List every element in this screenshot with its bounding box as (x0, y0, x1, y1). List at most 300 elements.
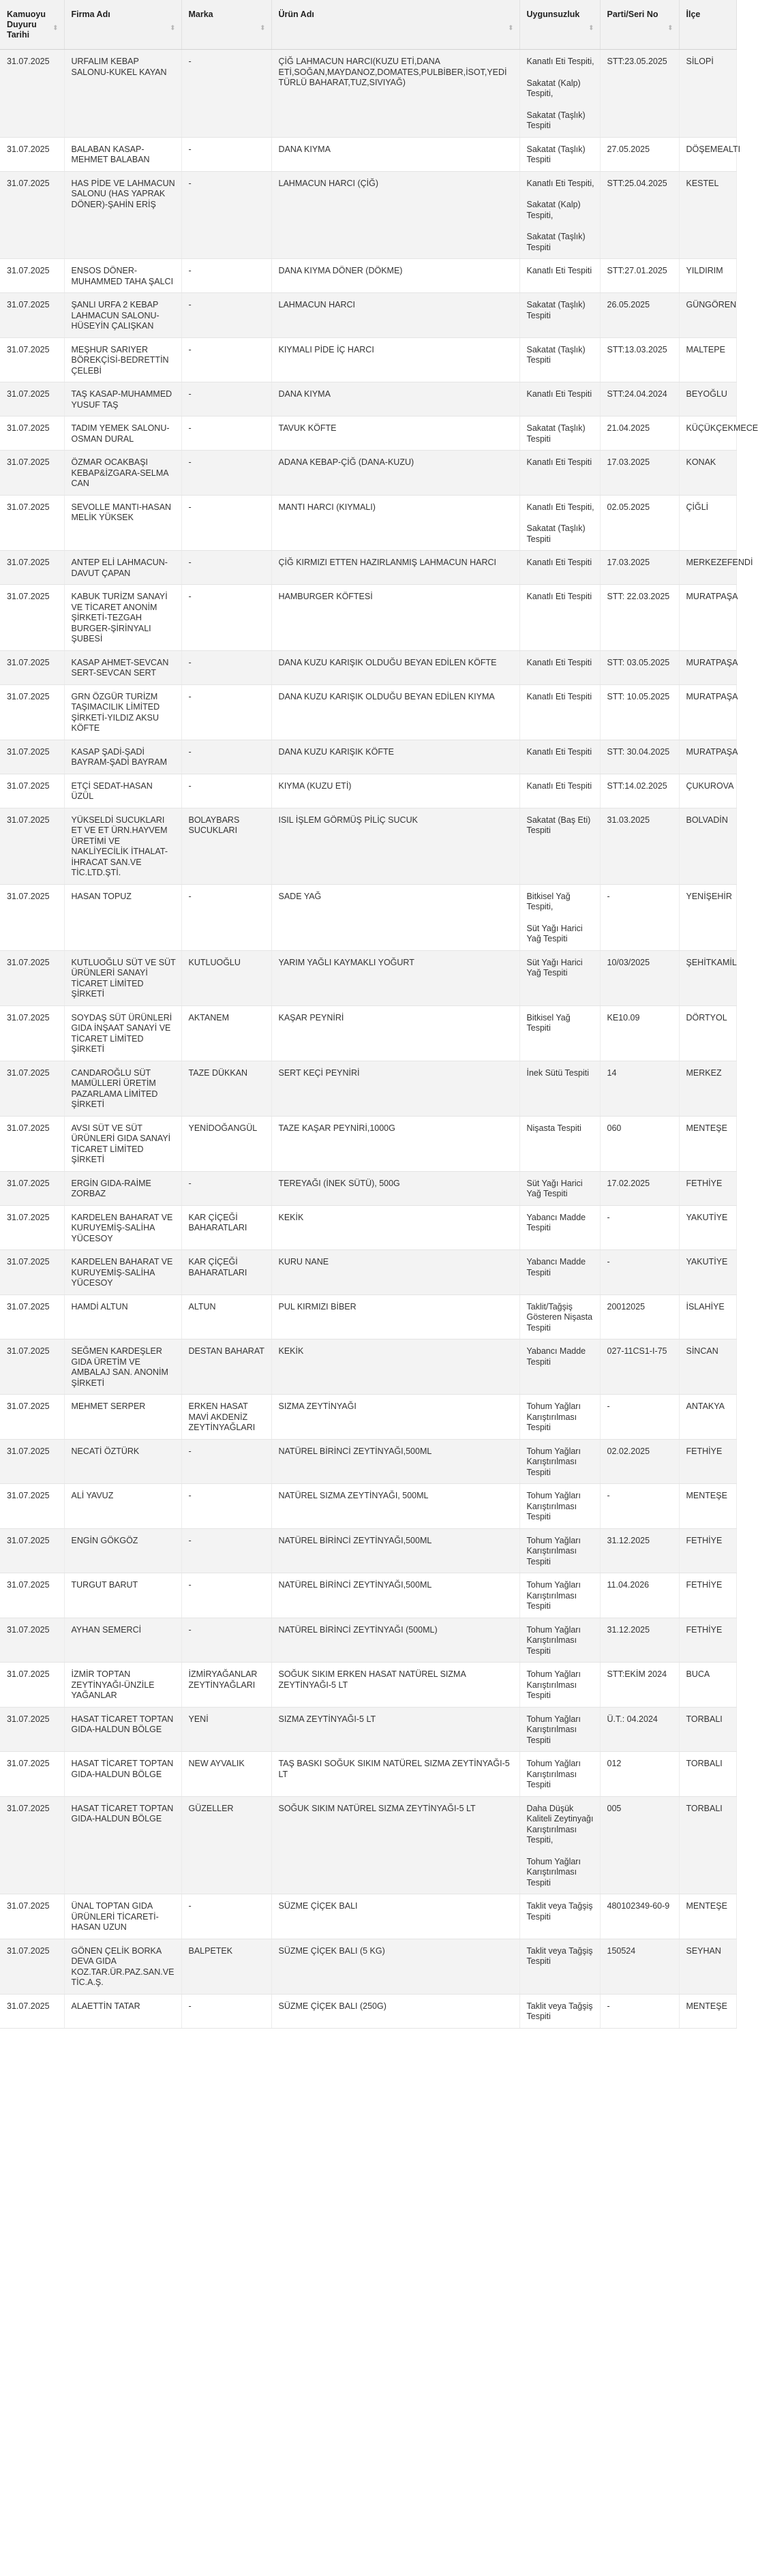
cell-product: LAHMACUN HARCI (271, 293, 519, 338)
table-row (0, 1339, 736, 1395)
sort-arrows-icon[interactable]: ⬍ (508, 25, 514, 32)
cell-brand: BOLAYBARS SUCUKLARI (181, 808, 271, 884)
nonconformity-line: Sakatat (Taşlık) Tespiti (526, 110, 586, 130)
table-row (0, 1439, 736, 1484)
cell-brand: YENİ (181, 1707, 271, 1752)
cell-firm: HASAN TOPUZ (64, 884, 181, 950)
cell-firm: NECATİ ÖZTÜRK (64, 1439, 181, 1484)
cell-product: KIYMA (KUZU ETİ) (271, 774, 519, 808)
cell-date: 31.07.2025 (0, 740, 64, 774)
cell-district: FETHİYE (679, 1528, 736, 1573)
cell-district: MENTEŞE (679, 1484, 736, 1529)
cell-product: HAMBURGER KÖFTESİ (271, 585, 519, 651)
cell-firm: KABUK TURİZM SANAYİ VE TİCARET ANONİM ŞİRKETİ-TEZGAH BURGER-ŞİRİNYALI ŞUBESİ (64, 585, 181, 651)
cell-nonconformity (519, 416, 600, 451)
cell-date: 31.07.2025 (0, 1707, 64, 1752)
cell-product: DANA KIYMA (271, 137, 519, 171)
cell-district: TORBALI (679, 1796, 736, 1894)
cell-lot: - (600, 1205, 679, 1250)
cell-district: MURATPAŞA (679, 740, 736, 774)
cell-nonconformity (519, 884, 600, 950)
cell-nonconformity (519, 137, 600, 171)
table-row (0, 1663, 736, 1708)
cell-brand: - (181, 1618, 271, 1663)
cell-nonconformity (519, 1339, 600, 1395)
table-row (0, 1171, 736, 1205)
cell-lot: STT:13.03.2025 (600, 337, 679, 382)
cell-brand: - (181, 774, 271, 808)
cell-product: YARIM YAĞLI KAYMAKLI YOĞURT (271, 950, 519, 1005)
table-row (0, 293, 736, 338)
cell-nonconformity (519, 1294, 600, 1339)
cell-product: KURU NANE (271, 1250, 519, 1295)
cell-date: 31.07.2025 (0, 1439, 64, 1484)
cell-brand: ALTUN (181, 1294, 271, 1339)
cell-firm: MEHMET SERPER (64, 1395, 181, 1440)
cell-district: ANTAKYA (679, 1395, 736, 1440)
cell-lot: 10/03/2025 (600, 950, 679, 1005)
nonconformity-line: Yabancı Madde Tespiti (526, 1257, 586, 1277)
cell-product: DANA KIYMA DÖNER (DÖKME) (271, 259, 519, 293)
cell-district: MERKEZEFENDİ (679, 551, 736, 585)
cell-district: MALTEPE (679, 337, 736, 382)
cell-firm: ÖZMAR OCAKBAŞI KEBAP&İZGARA-SELMA CAN (64, 451, 181, 496)
nonconformity-line: Tohum Yağları Karıştırılması Tespiti (526, 1669, 581, 1700)
nonconformity-line: Sakatat (Kalp) Tespiti, (526, 200, 581, 220)
cell-product: SERT KEÇİ PEYNİRİ (271, 1061, 519, 1116)
cell-firm: KASAP AHMET-SEVCAN SERT-SEVCAN SERT (64, 650, 181, 684)
nonconformity-line: Tohum Yağları Karıştırılması Tespiti (526, 1714, 581, 1745)
cell-lot: STT: 22.03.2025 (600, 585, 679, 651)
cell-district: ŞEHİTKAMİL (679, 950, 736, 1005)
cell-brand: KAR ÇİÇEĞİ BAHARATLARI (181, 1250, 271, 1295)
cell-date: 31.07.2025 (0, 1752, 64, 1797)
cell-brand: - (181, 650, 271, 684)
cell-firm: HAS PİDE VE LAHMACUN SALONU (HAS YAPRAK DÖNER)-ŞAHİN ERİŞ (64, 171, 181, 259)
table-body (0, 50, 758, 2029)
table-row (0, 774, 736, 808)
cell-lot: - (600, 884, 679, 950)
cell-product: MANTI HARCI (KIYMALI) (271, 495, 519, 551)
column-header-district[interactable]: İlçe (679, 0, 736, 50)
cell-date: 31.07.2025 (0, 1994, 64, 2028)
cell-date: 31.07.2025 (0, 650, 64, 684)
cell-product: KAŞAR PEYNİRİ (271, 1005, 519, 1061)
nonconformity-line: Tohum Yağları Karıştırılması Tespiti (526, 1856, 581, 1888)
column-header-product[interactable]: Ürün Adı ⬍ (271, 0, 519, 50)
cell-district: DÖŞEMEALTI (679, 137, 736, 171)
cell-brand: KAR ÇİÇEĞİ BAHARATLARI (181, 1205, 271, 1250)
cell-date: 31.07.2025 (0, 416, 64, 451)
table-row (0, 585, 736, 651)
cell-date: 31.07.2025 (0, 1796, 64, 1894)
cell-district: FETHİYE (679, 1171, 736, 1205)
cell-lot: 17.02.2025 (600, 1171, 679, 1205)
cell-nonconformity (519, 1116, 600, 1171)
cell-lot: 21.04.2025 (600, 416, 679, 451)
cell-nonconformity (519, 1061, 600, 1116)
table-row (0, 1250, 736, 1295)
cell-date: 31.07.2025 (0, 1663, 64, 1708)
cell-date: 31.07.2025 (0, 1339, 64, 1395)
column-header-brand[interactable]: Marka ⬍ (181, 0, 271, 50)
cell-brand: - (181, 382, 271, 416)
nonconformity-line: Tohum Yağları Karıştırılması Tespiti (526, 1580, 581, 1611)
cell-date: 31.07.2025 (0, 50, 64, 138)
cell-date: 31.07.2025 (0, 1484, 64, 1529)
cell-brand: - (181, 1528, 271, 1573)
cell-firm: KASAP ŞADİ-ŞADİ BAYRAM-ŞADİ BAYRAM (64, 740, 181, 774)
nonconformity-line: Bitkisel Yağ Tespiti, (526, 891, 571, 911)
table-row (0, 950, 736, 1005)
cell-firm: ENSOS DÖNER-MUHAMMED TAHA ŞALCI (64, 259, 181, 293)
cell-date: 31.07.2025 (0, 808, 64, 884)
cell-brand: - (181, 740, 271, 774)
cell-district: YENİŞEHİR (679, 884, 736, 950)
cell-district: YAKUTİYE (679, 1205, 736, 1250)
cell-product: KIYMALI PİDE İÇ HARCI (271, 337, 519, 382)
cell-firm: ÜNAL TOPTAN GIDA ÜRÜNLERİ TİCARETİ-HASAN UZUN (64, 1894, 181, 1939)
cell-district: MERKEZ (679, 1061, 736, 1116)
cell-firm: KUTLUOĞLU SÜT VE SÜT ÜRÜNLERİ SANAYİ TİCARET LİMİTED ŞİRKETİ (64, 950, 181, 1005)
cell-date: 31.07.2025 (0, 495, 64, 551)
sort-arrows-icon[interactable]: ⬍ (667, 25, 673, 32)
cell-lot: Ü.T.: 04.2024 (600, 1707, 679, 1752)
cell-nonconformity (519, 1994, 600, 2028)
cell-nonconformity (519, 171, 600, 259)
cell-firm: SEVOLLE MANTI-HASAN MELİK YÜKSEK (64, 495, 181, 551)
cell-date: 31.07.2025 (0, 451, 64, 496)
cell-product: SOĞUK SIKIM ERKEN HASAT NATÜREL SIZMA ZEYTİNYAĞI-5 LT (271, 1663, 519, 1708)
column-header-date[interactable]: Kamuoyu Duyuru Tarihi ⬍ (0, 0, 64, 50)
cell-lot: 17.03.2025 (600, 551, 679, 585)
cell-date: 31.07.2025 (0, 1205, 64, 1250)
cell-product: SÜZME ÇİÇEK BALI (5 KG) (271, 1939, 519, 1994)
cell-firm: TADIM YEMEK SALONU-OSMAN DURAL (64, 416, 181, 451)
table-row (0, 416, 736, 451)
cell-firm: ALAETTİN TATAR (64, 1994, 181, 2028)
column-header-lot[interactable]: Parti/Seri No ⬍ (600, 0, 679, 50)
cell-product: SIZMA ZEYTİNYAĞI-5 LT (271, 1707, 519, 1752)
cell-date: 31.07.2025 (0, 950, 64, 1005)
cell-date: 31.07.2025 (0, 1005, 64, 1061)
cell-district: FETHİYE (679, 1618, 736, 1663)
cell-district: BUCA (679, 1663, 736, 1708)
cell-date: 31.07.2025 (0, 293, 64, 338)
cell-firm: HASAT TİCARET TOPTAN GIDA-HALDUN BÖLGE (64, 1796, 181, 1894)
cell-district: MENTEŞE (679, 1994, 736, 2028)
cell-nonconformity (519, 1171, 600, 1205)
cell-brand: - (181, 1573, 271, 1618)
cell-date: 31.07.2025 (0, 884, 64, 950)
cell-brand: - (181, 551, 271, 585)
cell-lot: - (600, 1395, 679, 1440)
cell-product: ADANA KEBAP-ÇİĞ (DANA-KUZU) (271, 451, 519, 496)
table-row (0, 808, 736, 884)
cell-brand: - (181, 1439, 271, 1484)
cell-date: 31.07.2025 (0, 171, 64, 259)
cell-date: 31.07.2025 (0, 1528, 64, 1573)
cell-lot: 31.12.2025 (600, 1528, 679, 1573)
cell-firm: ERGİN GIDA-RAİME ZORBAZ (64, 1171, 181, 1205)
table-row (0, 551, 736, 585)
cell-firm: ALİ YAVUZ (64, 1484, 181, 1529)
table-row (0, 1484, 736, 1529)
table-row (0, 1395, 736, 1440)
cell-brand: - (181, 495, 271, 551)
cell-date: 31.07.2025 (0, 137, 64, 171)
cell-product: SIZMA ZEYTİNYAĞI (271, 1395, 519, 1440)
cell-lot: 02.02.2025 (600, 1439, 679, 1484)
cell-firm: SOYDAŞ SÜT ÜRÜNLERİ GIDA İNŞAAT SANAYİ VE TİCARET LİMİTED ŞİRKETİ (64, 1005, 181, 1061)
cell-date: 31.07.2025 (0, 1116, 64, 1171)
nonconformity-line: Taklit/Tağşiş Gösteren Nişasta Tespiti (526, 1301, 593, 1333)
cell-brand: - (181, 293, 271, 338)
sort-arrows-icon[interactable]: ⬍ (588, 25, 594, 32)
column-header-firm[interactable]: Firma Adı ⬍ (64, 0, 181, 50)
cell-firm: SEĞMEN KARDEŞLER GIDA ÜRETİM VE AMBALAJ SAN. ANONİM ŞİRKETİ (64, 1339, 181, 1395)
cell-district: MURATPAŞA (679, 684, 736, 740)
cell-firm: MEŞHUR SARIYER BÖREKÇİSİ-BEDRETTİN ÇELEBİ (64, 337, 181, 382)
cell-district: YAKUTİYE (679, 1250, 736, 1295)
nonconformity-line: Kanatlı Eti Tespiti (526, 266, 592, 275)
cell-lot: 012 (600, 1752, 679, 1797)
cell-nonconformity (519, 650, 600, 684)
cell-product: KEKİK (271, 1205, 519, 1250)
cell-product: SOĞUK SIKIM NATÜREL SIZMA ZEYTİNYAĞI-5 LT (271, 1796, 519, 1894)
cell-product: ISIL İŞLEM GÖRMÜŞ PİLİÇ SUCUK (271, 808, 519, 884)
cell-lot: STT:24.04.2024 (600, 382, 679, 416)
table-row (0, 1894, 736, 1939)
cell-firm: YÜKSELDİ SUCUKLARI ET VE ET ÜRN.HAYVEM ÜRETİMİ VE NAKLİYECİLİK İTHALAT-İHRACAT SAN.VE TİC.LTD.ŞTİ. (64, 808, 181, 884)
table-row (0, 1618, 736, 1663)
cell-brand: ERKEN HASAT MAVİ AKDENİZ ZEYTİNYAĞLARI (181, 1395, 271, 1440)
table-row (0, 171, 736, 259)
cell-product: DANA KUZU KARIŞIK OLDUĞU BEYAN EDİLEN KIYMA (271, 684, 519, 740)
cell-district: BEYOĞLU (679, 382, 736, 416)
cell-product: TAVUK KÖFTE (271, 416, 519, 451)
cell-district: BOLVADİN (679, 808, 736, 884)
cell-date: 31.07.2025 (0, 774, 64, 808)
cell-nonconformity (519, 1484, 600, 1529)
nonconformity-line: İnek Sütü Tespiti (526, 1067, 589, 1078)
nonconformity-line: Tohum Yağları Karıştırılması Tespiti (526, 1446, 581, 1477)
cell-nonconformity (519, 1439, 600, 1484)
cell-brand: AKTANEM (181, 1005, 271, 1061)
nonconformity-line: Kanatlı Eti Tespiti (526, 781, 592, 791)
nonconformity-line: Sakatat (Taşlık) Tespiti (526, 423, 586, 444)
cell-lot: 150524 (600, 1939, 679, 1994)
nonconformity-line: Tohum Yağları Karıştırılması Tespiti (526, 1535, 581, 1566)
cell-product: TAZE KAŞAR PEYNİRİ,1000G (271, 1116, 519, 1171)
cell-product: TAŞ BASKI SOĞUK SIKIM NATÜREL SIZMA ZEYTİNYAĞI-5 LT (271, 1752, 519, 1797)
table-row (0, 1005, 736, 1061)
cell-date: 31.07.2025 (0, 1395, 64, 1440)
cell-nonconformity (519, 585, 600, 651)
cell-product: ÇİĞ KIRMIZI ETTEN HAZIRLANMIŞ LAHMACUN HARCI (271, 551, 519, 585)
cell-nonconformity (519, 293, 600, 338)
table-row (0, 1116, 736, 1171)
table-row (0, 337, 736, 382)
cell-district: SİLOPİ (679, 50, 736, 138)
nonconformity-line: Nişasta Tespiti (526, 1123, 581, 1133)
cell-brand: - (181, 137, 271, 171)
cell-firm: HASAT TİCARET TOPTAN GIDA-HALDUN BÖLGE (64, 1752, 181, 1797)
column-header-fit[interactable]: Uygunsuzluk ⬍ (519, 0, 600, 50)
nonconformity-line: Bitkisel Yağ Tespiti (526, 1012, 571, 1033)
nonconformity-line: Taklit veya Tağşiş Tespiti (526, 1901, 593, 1922)
cell-district: İSLAHİYE (679, 1294, 736, 1339)
cell-brand: NEW AYVALIK (181, 1752, 271, 1797)
cell-product: NATÜREL BİRİNCİ ZEYTİNYAĞI (500ML) (271, 1618, 519, 1663)
cell-district: GÜNGÖREN (679, 293, 736, 338)
cell-firm: TURGUT BARUT (64, 1573, 181, 1618)
cell-nonconformity (519, 1618, 600, 1663)
nonconformity-line: Süt Yağı Harici Yağ Tespiti (526, 957, 583, 978)
nonconformity-line: Kanatlı Eti Tespiti (526, 558, 592, 567)
cell-date: 31.07.2025 (0, 1061, 64, 1116)
cell-date: 31.07.2025 (0, 1894, 64, 1939)
cell-brand: GÜZELLER (181, 1796, 271, 1894)
cell-lot: 31.12.2025 (600, 1618, 679, 1663)
cell-nonconformity (519, 451, 600, 496)
cell-product: SÜZME ÇİÇEK BALI (250G) (271, 1994, 519, 2028)
cell-district: YILDIRIM (679, 259, 736, 293)
cell-brand: - (181, 1894, 271, 1939)
cell-brand: YENİDOĞANGÜL (181, 1116, 271, 1171)
cell-district: ÇİĞLİ (679, 495, 736, 551)
cell-firm: ŞANLI URFA 2 KEBAP LAHMACUN SALONU-HÜSEYİN ÇALIŞKAN (64, 293, 181, 338)
cell-date: 31.07.2025 (0, 684, 64, 740)
table-row (0, 382, 736, 416)
table-row (0, 884, 736, 950)
cell-firm: AVSI SÜT VE SÜT ÜRÜNLERİ GIDA SANAYİ TİCARET LİMİTED ŞİRKETİ (64, 1116, 181, 1171)
table-row (0, 650, 736, 684)
cell-nonconformity (519, 740, 600, 774)
nonconformity-line: Kanatlı Eti Tespiti, (526, 178, 594, 188)
cell-nonconformity (519, 1939, 600, 1994)
table-row (0, 259, 736, 293)
cell-firm: TAŞ KASAP-MUHAMMED YUSUF TAŞ (64, 382, 181, 416)
cell-lot: KE10.09 (600, 1005, 679, 1061)
table-row (0, 1994, 736, 2028)
cell-brand: - (181, 50, 271, 138)
cell-lot: STT:14.02.2025 (600, 774, 679, 808)
cell-district: KONAK (679, 451, 736, 496)
cell-firm: İZMİR TOPTAN ZEYTİNYAĞI-ÜNZİLE YAĞANLAR (64, 1663, 181, 1708)
cell-brand: TAZE DÜKKAN (181, 1061, 271, 1116)
cell-date: 31.07.2025 (0, 585, 64, 651)
cell-brand: - (181, 1171, 271, 1205)
cell-firm: GÖNEN ÇELİK BORKA DEVA GIDA KOZ.TAR.ÜR.PAZ.SAN.VE TİC.A.Ş. (64, 1939, 181, 1994)
nonconformity-line: Kanatlı Eti Tespiti (526, 691, 592, 701)
cell-product: DANA KIYMA (271, 382, 519, 416)
cell-nonconformity (519, 1250, 600, 1295)
cell-date: 31.07.2025 (0, 382, 64, 416)
nonconformity-line: Sakatat (Taşlık) Tespiti (526, 524, 586, 544)
cell-nonconformity (519, 1663, 600, 1708)
cell-firm: AYHAN SEMERCİ (64, 1618, 181, 1663)
cell-firm: KARDELEN BAHARAT VE KURUYEMİŞ-SALİHA YÜCESOY (64, 1205, 181, 1250)
cell-lot: STT: 10.05.2025 (600, 684, 679, 740)
cell-date: 31.07.2025 (0, 337, 64, 382)
cell-brand: KUTLUOĞLU (181, 950, 271, 1005)
cell-product: LAHMACUN HARCI (ÇİĞ) (271, 171, 519, 259)
cell-district: SEYHAN (679, 1939, 736, 1994)
cell-lot: STT:25.04.2025 (600, 171, 679, 259)
nonconformity-line: Daha Düşük Kaliteli Zeytinyağı Karıştırılması Tespiti, (526, 1803, 594, 1845)
cell-lot: 31.03.2025 (600, 808, 679, 884)
nonconformity-line: Sakatat (Taşlık) Tespiti (526, 232, 586, 252)
nonconformity-line: Kanatlı Eti Tespiti (526, 457, 592, 467)
table-row (0, 495, 736, 551)
cell-lot: 027-11CS1-I-75 (600, 1339, 679, 1395)
cell-date: 31.07.2025 (0, 1171, 64, 1205)
cell-lot: 02.05.2025 (600, 495, 679, 551)
cell-product: TEREYAĞI (İNEK SÜTÜ), 500G (271, 1171, 519, 1205)
cell-district: MURATPAŞA (679, 650, 736, 684)
nonconformity-line: Sakatat (Taşlık) Tespiti (526, 144, 586, 164)
cell-nonconformity (519, 50, 600, 138)
cell-nonconformity (519, 495, 600, 551)
cell-date: 31.07.2025 (0, 1618, 64, 1663)
table-row (0, 1796, 736, 1894)
cell-nonconformity (519, 1205, 600, 1250)
cell-nonconformity (519, 1707, 600, 1752)
cell-district: KESTEL (679, 171, 736, 259)
cell-nonconformity (519, 1752, 600, 1797)
sort-arrows-icon[interactable]: ⬍ (260, 25, 266, 32)
nonconformity-line: Kanatlı Eti Tespiti (526, 746, 592, 757)
cell-lot: - (600, 1994, 679, 2028)
cell-district: DÖRTYOL (679, 1005, 736, 1061)
nonconformity-line: Taklit veya Tağşiş Tespiti (526, 2001, 593, 2021)
cell-nonconformity (519, 774, 600, 808)
cell-date: 31.07.2025 (0, 1294, 64, 1339)
sort-arrows-icon[interactable]: ⬍ (52, 25, 59, 32)
nonconformity-line: Kanatlı Eti Tespiti (526, 592, 592, 601)
table-row (0, 740, 736, 774)
nonconformity-line: Sakatat (Baş Eti) Tespiti (526, 815, 591, 835)
cell-date: 31.07.2025 (0, 1250, 64, 1295)
cell-lot: STT: 30.04.2025 (600, 740, 679, 774)
cell-firm: HAMDİ ALTUN (64, 1294, 181, 1339)
cell-lot: 17.03.2025 (600, 451, 679, 496)
nonconformity-line: Taklit veya Tağşiş Tespiti (526, 1945, 593, 1966)
nonconformity-line: Süt Yağı Harici Yağ Tespiti (526, 1178, 583, 1198)
cell-nonconformity (519, 337, 600, 382)
cell-nonconformity (519, 950, 600, 1005)
cell-lot: STT:23.05.2025 (600, 50, 679, 138)
sort-arrows-icon[interactable]: ⬍ (170, 25, 176, 32)
table-row (0, 1752, 736, 1797)
cell-product: KEKİK (271, 1339, 519, 1395)
nonconformity-line: Tohum Yağları Karıştırılması Tespiti (526, 1624, 581, 1656)
cell-firm: URFALIM KEBAP SALONU-KUKEL KAYAN (64, 50, 181, 138)
cell-brand: - (181, 171, 271, 259)
cell-district: TORBALI (679, 1707, 736, 1752)
nonconformity-line: Yabancı Madde Tespiti (526, 1212, 586, 1232)
cell-lot: STT:EKİM 2024 (600, 1663, 679, 1708)
cell-nonconformity (519, 1894, 600, 1939)
cell-brand: DESTAN BAHARAT (181, 1339, 271, 1395)
cell-lot: STT:27.01.2025 (600, 259, 679, 293)
cell-district: MENTEŞE (679, 1894, 736, 1939)
cell-nonconformity (519, 259, 600, 293)
cell-product: PUL KIRMIZI BİBER (271, 1294, 519, 1339)
cell-brand: - (181, 1994, 271, 2028)
cell-nonconformity (519, 1573, 600, 1618)
